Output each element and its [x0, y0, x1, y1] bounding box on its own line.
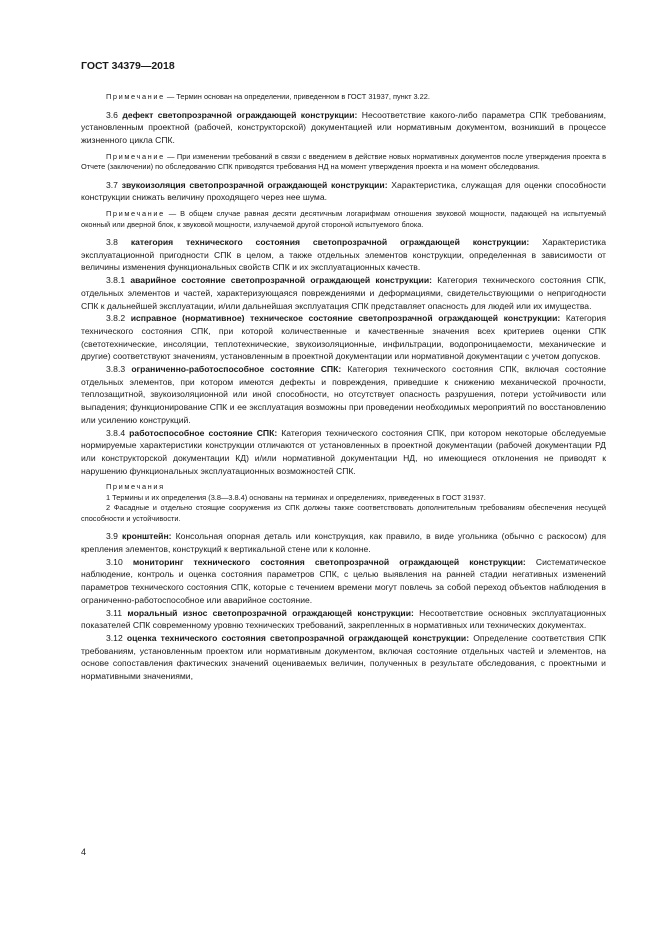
term-number: 3.10: [106, 556, 123, 567]
note-label: Примечание: [106, 92, 165, 101]
term-3-10: [81, 556, 606, 607]
term-3-8-3: [81, 363, 606, 427]
note-3-5: [81, 92, 606, 103]
term-title: категория технического состояния светопрозрачной ограждающей конструкции:: [130, 237, 530, 248]
term-title: ограниченно-работоспособное состояние СПК:: [131, 364, 342, 375]
term-title: звукоизоляция светопрозрачной ограждающей конструкции:: [121, 179, 388, 190]
notes-heading: Примечания: [106, 482, 165, 492]
term-definition: Систематическое наблюдение, контроль и оценка состояния параметров СПК, с целью выявления на ранней стадии негативных изменений параметров технического состояния СПК, которые с течением времени могут повлечь за собой переход объектов наблюдения в ограниченно-работоспособное или аварийное состояние.: [81, 556, 607, 605]
term-title: оценка технического состояния светопрозрачной ограждающей конструкции:: [126, 633, 470, 643]
term-3-8-2: [81, 312, 606, 363]
note-text: — В общем случае равная десяти десятичным логарифмам отношения звуковой мощности, падающей на испытуемый оконный или дверной блок, к звуковой мощности, излучаемой другой стороной испытуемого блока.: [81, 209, 606, 229]
term-definition: Категория технического состояния СПК, при которой количественные и качественные значения всех критериев оценки СПК (светотехнические, инсоляции, теплотехнические, звукоизоляционные, инфильтрации, водопроницаемости, механические и другие) соответствуют значениям, установленным в проектной документации или нормативной документации с учетом допусков.: [81, 313, 607, 362]
term-definition: Несоответствие основных эксплуатационных показателей СПК современному уровню технических требований, закрепленных в нормативных или технических документах.: [81, 607, 606, 631]
term-title: аварийное состояние светопрозрачной ограждающей конструкции:: [130, 275, 432, 286]
page-header-standard: ГОСТ 34379—2018: [81, 60, 175, 72]
term-number: 3.8: [106, 237, 118, 248]
term-3-12: [81, 632, 606, 683]
term-definition: Несоответствие какого-либо параметра СПК требованиям, установленным проектной (рабочей, конструкторской) документацией или нормативным документом, возникший в процессе жизненного цикла СПК.: [81, 109, 606, 145]
term-title: мониторинг технического состояния светопрозрачной ограждающей конструкции:: [132, 556, 526, 567]
term-number: 3.11: [106, 607, 123, 618]
term-number: 3.8.2: [106, 313, 126, 324]
term-title: работоспособное состояние СПК:: [129, 427, 278, 438]
term-3-8-1: [81, 274, 606, 312]
page-number: 4: [81, 847, 87, 857]
term-definition: Характеристика эксплуатационной пригодности СПК в целом, а также отдельных элементов конструкции, определенная в зависимости от величины изменения функциональных свойств СПК и их эксплуатационных качеств.: [81, 237, 607, 273]
term-number: 3.9: [106, 531, 118, 542]
term-3-9: [81, 530, 606, 555]
term-number: 3.12: [106, 633, 123, 643]
note-text: — Термин основан на определении, приведенном в ГОСТ 31937, пункт 3.22.: [164, 92, 430, 101]
term-definition: Определение соответствия СПК требованиям, установленным проектом или нормативным документом, включая состояние отдельных частей и элементов, на основе сопоставления фактических значений оцениваемых величин, полученных в результате обследования, с проектными и нормативными значениями,: [81, 633, 606, 682]
note-label: Примечание: [106, 209, 165, 219]
term-number: 3.8.3: [106, 364, 126, 375]
term-definition: Категория технического состояния СПК, отдельных элементов и частей, характеризующаяся повреждениями и деформациями, свидетельствующими о непригодности СПК к дальнейшей эксплуатации, и/или дальнейшая эксплуатация СПК представляет опасность для людей или их имущества.: [81, 275, 606, 311]
notes-item-2: 2 Фасадные и отдельно стоящие сооружения из СПК должны также соответствовать дополнительным требованиям обеспечения несущей способности и устойчивости.: [81, 503, 606, 523]
term-title: моральный износ светопрозрачной ограждающей конструкции:: [127, 607, 414, 618]
term-3-11: [81, 607, 606, 632]
term-definition: Консольная опорная деталь или конструкция, как правило, в виде угольника (обычно с раскосом) для крепления элементов, конструкций к вертикальной стене или к колонне.: [81, 531, 606, 555]
note-label: Примечание: [106, 151, 165, 161]
term-title: кронштейн:: [122, 531, 172, 542]
note-3-7: [81, 209, 606, 230]
term-3-6: [81, 109, 606, 147]
note-text: — При изменении требований в связи с введением в действие новых нормативных документов после утверждения проекта в Отчете (заключении) по обследованию СПК приводятся требования НД на момент утверждения проекта и на момент обследования.: [81, 151, 606, 172]
term-definition: Категория технического состояния СПК, включая состояние отдельных элементов, при котором имеются дефекты и повреждения, приведшие к снижению механической прочности, теплозащитной, звукоизоляционной или иной способности, но отсутствует опасность разрушения, потери устойчивости или выпадения; функционирование СПК и ее эксплуатация возможны при проведении необходимых мероприятий по восстановлению или усилению конструкций.: [81, 364, 606, 425]
term-number: 3.7: [106, 179, 118, 190]
term-title: исправное (нормативное) техническое состояние светопрозрачной ограждающей конструкции:: [130, 313, 561, 324]
term-number: 3.8.1: [106, 275, 126, 286]
term-number: 3.8.4: [106, 427, 126, 438]
term-title: дефект светопрозрачной ограждающей конструкции:: [122, 109, 358, 120]
term-3-7: [81, 179, 606, 204]
term-3-8-4: [81, 427, 606, 478]
notes-item-1: 1 Термины и их определения (3.8—3.8.4) основаны на терминах и определениях, приведенных в ГОСТ 31937.: [106, 492, 486, 502]
term-3-8: [81, 236, 606, 274]
term-number: 3.6: [106, 109, 118, 120]
note-3-6: [81, 152, 606, 173]
term-definition: Категория технического состояния СПК, при котором некоторые обследуемые нормируемые характеристики конструкции отличаются от установленных в проектной документации (рабочей документации РД или конструкторской документации КД) и/или нормативной документации НД, но имеющиеся отклонения не приводят к нарушению функциональных эксплуатационных возможностей СПК.: [81, 427, 607, 476]
document-body: [81, 92, 606, 683]
term-definition: Характеристика, служащая для оценки способности конструкции снижать величину проходящего через нее шума.: [81, 179, 606, 203]
